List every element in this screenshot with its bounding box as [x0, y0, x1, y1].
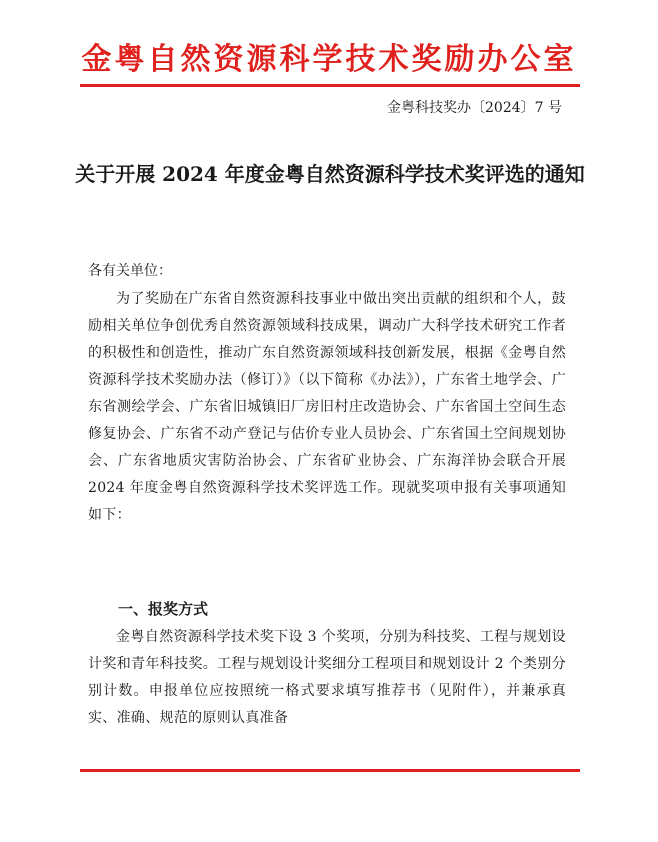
footer-red-rule: [80, 769, 580, 772]
body-paragraph-1: 为了奖励在广东省自然资源科技事业中做出突出贡献的组织和个人，鼓励相关单位争创优秀自然资源领域科技成果，调动广大科学技术研究工作者的积极性和创造性，推动广东自然资源领域科技创新发展，根据《金粤自然资源科学技术奖励办法（修订）》（以下简称《办法》），广东省土地学会、广东省测绘学会、广东省旧城镇旧厂房旧村庄改造协会、广东省国土空间生态修复协会、广东省不动产登记与估价专业人员协会、广东省国土空间规划协会、广东省地质灾害防治协会、广东省矿业协会、广东海洋协会联合开展 2024 年度金粤自然资源科学技术奖评选工作。现就奖项申报有关事项通知如下：: [88, 291, 566, 523]
section-heading-1: 一、报奖方式: [118, 600, 209, 618]
document-title: 关于开展 2024 年度金粤自然资源科学技术奖评选的通知: [75, 162, 585, 186]
header-red-rule: [80, 84, 580, 87]
salutation: 各有关单位：: [88, 263, 172, 279]
body-paragraph-2: 金粤自然资源科学技术奖下设 3 个奖项，分别为科技奖、工程与规划设计奖和青年科技奖。工程与规划设计奖细分工程项目和规划设计 2 个类别分别计数。申报单位应按照统一格式要求填写推荐书（见附件），并兼承真实、准确、规范的原则认真准备: [88, 629, 566, 726]
header-org-title: 金粤自然资源科学技术奖励办公室: [81, 42, 577, 77]
document-number: 金粤科技奖办〔2024〕7 号: [387, 100, 562, 116]
